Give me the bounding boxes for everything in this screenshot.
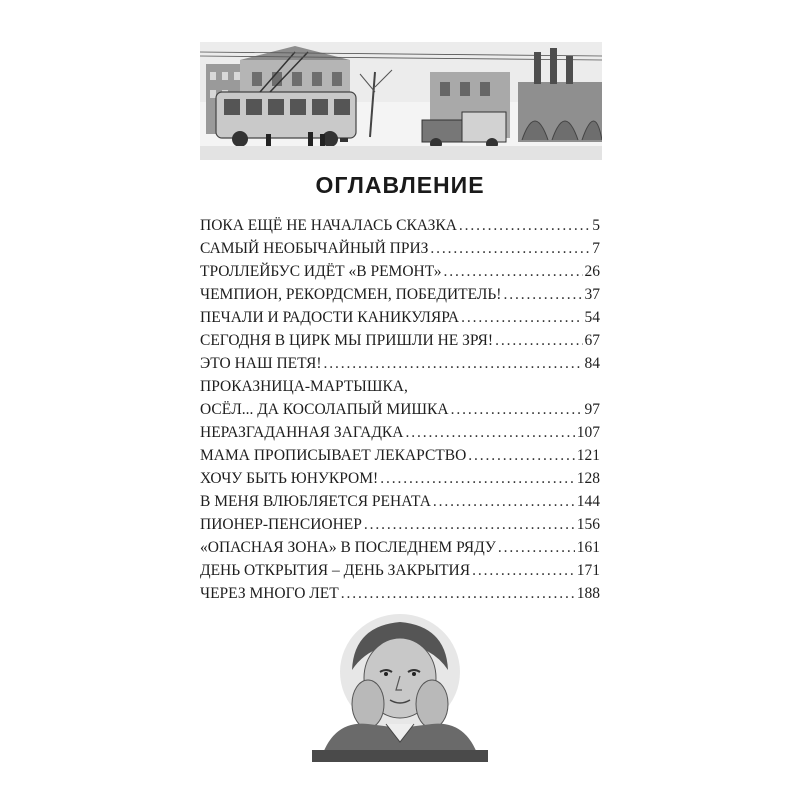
street-scene-illustration [200,42,602,160]
toc-entry-page: 84 [584,355,600,372]
toc-entry [200,237,600,260]
toc-entry-title: ХОЧУ БЫТЬ ЮНУКРОМ! [200,470,379,487]
toc-entry-page: 37 [584,286,600,303]
toc-entry-page: 7 [592,240,600,257]
toc-leader-dots [472,559,575,582]
toc-entry-page: 128 [576,470,600,487]
toc-leader-dots [341,582,575,605]
toc-entry [200,444,600,467]
toc-entry [200,214,600,237]
toc-leader-dots [324,352,583,375]
toc-entry-title: НЕРАЗГАДАННАЯ ЗАГАДКА [200,424,404,441]
toc-entry-page: 121 [576,447,600,464]
toc-entry-page: 107 [576,424,600,441]
toc-entry [200,421,600,444]
toc-leader-dots [503,283,582,306]
toc-entry [200,352,600,375]
page-title: ОГЛАВЛЕНИЕ [315,172,485,198]
toc-leader-dots [498,536,575,559]
toc-entry-page: 67 [584,332,600,349]
toc-entry [200,582,600,605]
boy-portrait-illustration [312,612,488,762]
toc-entry-title: «ОПАСНАЯ ЗОНА» В ПОСЛЕДНЕМ РЯДУ [200,539,496,556]
toc-entry [200,398,600,421]
toc-entry-page: 161 [576,539,600,556]
toc-entry-title: ПЕЧАЛИ И РАДОСТИ КАНИКУЛЯРА [200,309,460,326]
toc-entry-title: ПИОНЕР-ПЕНСИОНЕР [200,516,362,533]
toc-leader-dots [364,513,575,536]
toc-leader-dots [444,260,583,283]
toc-entry-title: ЭТО НАШ ПЕТЯ! [200,355,322,372]
toc-entry-title: В МЕНЯ ВЛЮБЛЯЕТСЯ РЕНАТА [200,493,431,510]
toc-entry [200,306,600,329]
toc-entry-page: 144 [576,493,600,510]
toc-leader-dots [459,214,590,237]
toc-entry [200,559,600,582]
toc-entry-title: ЧЕМПИОН, РЕКОРДСМЕН, ПОБЕДИТЕЛЬ! [200,286,502,303]
toc-leader-dots [430,237,590,260]
toc-entry-title: ОСЁЛ... ДА КОСОЛАПЫЙ МИШКА [200,401,449,418]
toc-entry-title: МАМА ПРОПИСЫВАЕТ ЛЕКАРСТВО [200,447,467,464]
toc-entry [200,375,600,398]
toc-entry-title: ПРОКАЗНИЦА-МАРТЫШКА, [200,378,408,395]
toc-entry-title: ТРОЛЛЕЙБУС ИДЁТ «В РЕМОНТ» [200,263,442,280]
toc-entry [200,490,600,513]
toc-entry-title: САМЫЙ НЕОБЫЧАЙНЫЙ ПРИЗ [200,240,429,257]
toc-entry-page: 54 [584,309,600,326]
toc-entry [200,467,600,490]
toc-entry [200,536,600,559]
toc-entry [200,283,600,306]
toc-leader-dots [451,398,583,421]
toc-entry-title: СЕГОДНЯ В ЦИРК МЫ ПРИШЛИ НЕ ЗРЯ! [200,332,494,349]
toc-entry-page: 5 [592,217,600,234]
toc-entry-page: 156 [576,516,600,533]
toc-entry [200,260,600,283]
toc-leader-dots [405,421,574,444]
toc-entry-page: 97 [584,401,600,418]
toc-entry-page: 188 [576,585,600,602]
toc-entry-title: ПОКА ЕЩЁ НЕ НАЧАЛАСЬ СКАЗКА [200,217,457,234]
toc-leader-dots [495,329,582,352]
toc-leader-dots [468,444,574,467]
toc-leader-dots [380,467,575,490]
toc-entry-title: ДЕНЬ ОТКРЫТИЯ – ДЕНЬ ЗАКРЫТИЯ [200,562,471,579]
toc-entry-page: 26 [584,263,600,280]
toc-entry [200,329,600,352]
toc-entry-title: ЧЕРЕЗ МНОГО ЛЕТ [200,585,339,602]
toc-entry-page: 171 [576,562,600,579]
toc-entry [200,513,600,536]
toc-leader-dots [433,490,575,513]
toc-leader-dots [461,306,582,329]
table-of-contents [200,214,600,605]
